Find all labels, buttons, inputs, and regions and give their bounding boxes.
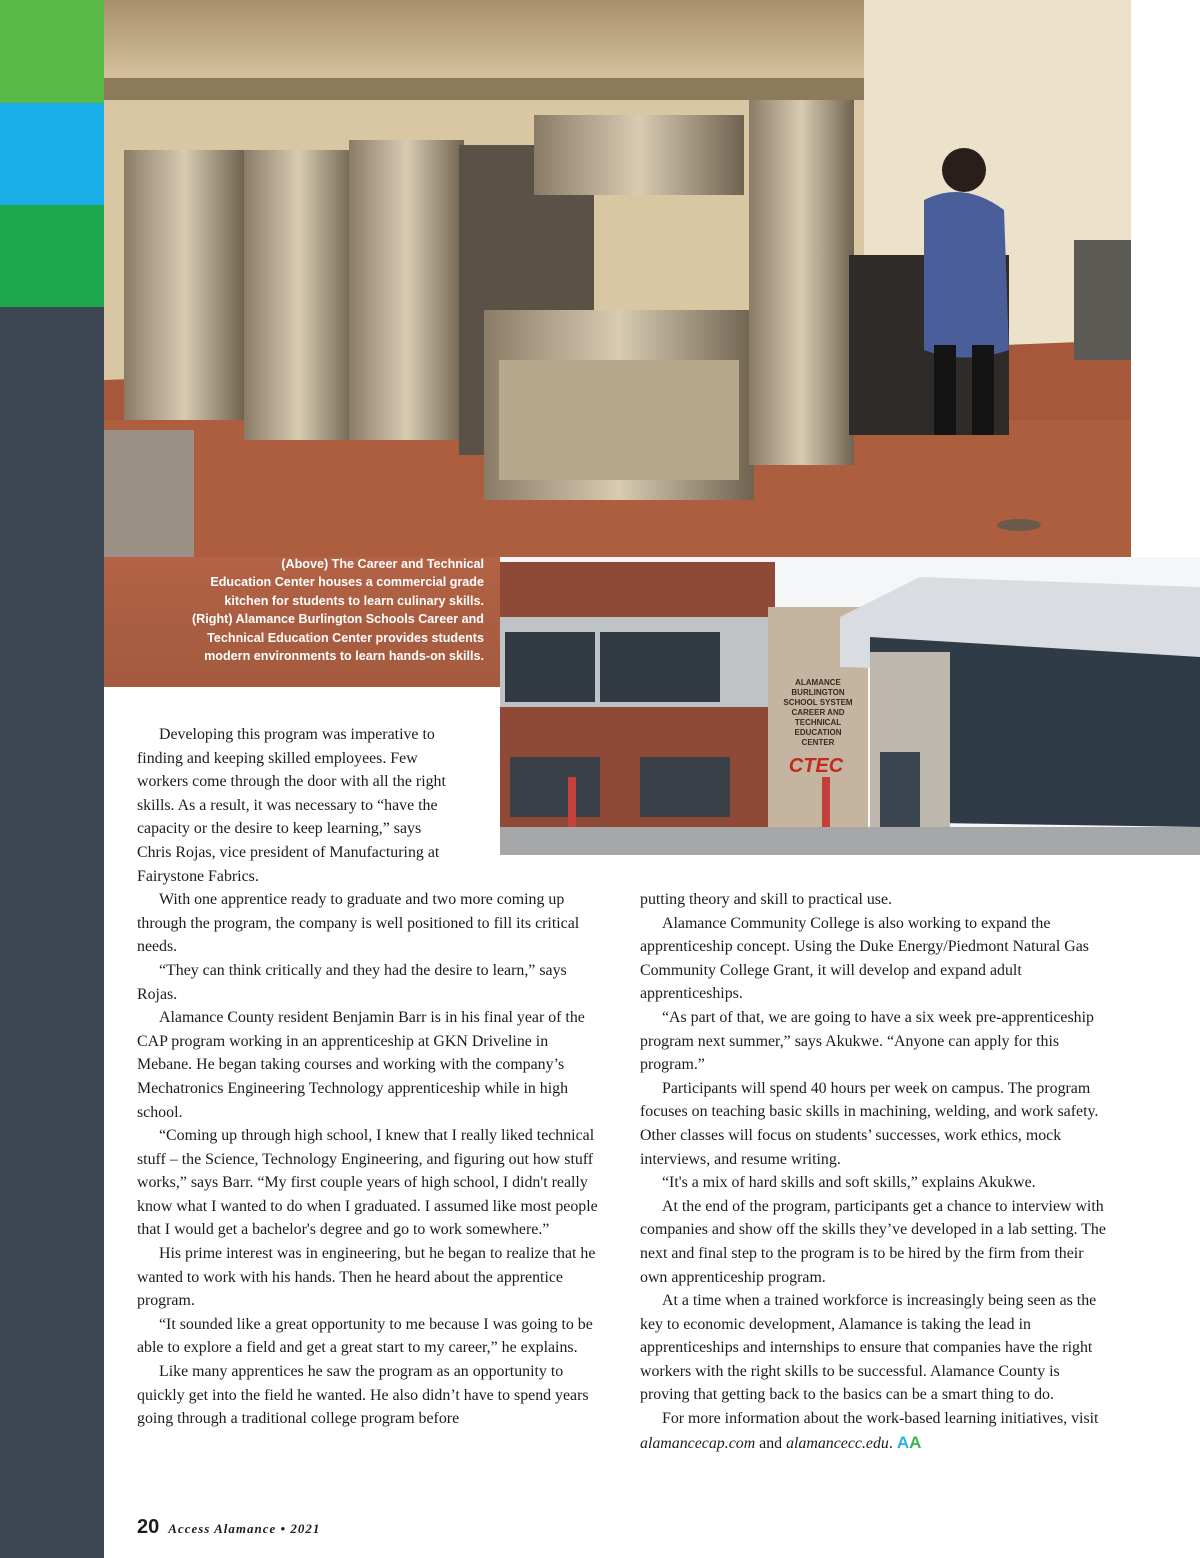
building-photo: [500, 557, 1200, 855]
article-paragraph: Like many apprentices he saw the program as an opportunity to quickly get into the field he wanted. He also didn’t have to spend years going through a traditional college program before: [137, 1363, 589, 1428]
article-paragraph: “It's a mix of hard skills and soft skills,” explains Akukwe.: [662, 1174, 1036, 1192]
article-paragraph: With one apprentice ready to graduate and two more coming up through the program, the company is well positioned to fill its critical needs.: [137, 891, 580, 956]
article-paragraph: At the end of the program, participants get a chance to interview with companies and show off the skills they’ve developed in a lab setting. The next and final step to the program is to be hired by the firm from their own apprenticeship program.: [640, 1197, 1106, 1286]
sign-line: ALAMANCE: [795, 678, 841, 687]
closing-lead-text: For more information about the work-based learning initiatives, visit: [662, 1410, 1099, 1428]
closing-and-text: and: [755, 1434, 787, 1452]
sign-line: CENTER: [801, 738, 835, 747]
article-paragraph: At a time when a trained workforce is increasingly being seen as the key to economic development, Alamance is taking the lead in apprenticeships and internships to ensure that companies have the right workers with the right skills to be successful. Alamance County is proving that getting back to the basics can be a smart thing to do.: [640, 1292, 1097, 1404]
link-alamancecc[interactable]: alamancecc.edu: [786, 1434, 889, 1452]
caption-line: kitchen for students to learn culinary skills.: [224, 593, 484, 608]
sign-line: CAREER AND: [791, 708, 845, 717]
sign-line: BURLINGTON: [791, 688, 845, 697]
article-paragraph: putting theory and skill to practical use.: [640, 891, 892, 908]
page-footer: [137, 1516, 320, 1539]
access-alamance-logo-icon: AA: [896, 1432, 922, 1452]
kitchen-photo: [104, 0, 1131, 557]
article-paragraph: “Coming up through high school, I knew that I really liked technical stuff – the Science, Technology Engineering, and figuring out how stuff works,” says Barr. “My first couple years of high school, I didn't really know what I wanted to do when I graduated. I assumed like most people that I would get a bachelor's degree and go to work somewhere.”: [137, 1127, 598, 1239]
caption-line: Education Center houses a commercial grade: [210, 575, 484, 590]
caption-line: (Right) Alamance Burlington Schools Career and: [191, 612, 484, 627]
link-alamancecap[interactable]: alamancecap.com: [640, 1434, 756, 1452]
caption-line: Technical Education Center provides students: [207, 630, 484, 645]
article-column-left: [137, 723, 603, 1431]
caption-line: modern environments to learn hands-on skills.: [204, 649, 484, 664]
article-column-right: [640, 888, 1110, 1455]
article-paragraph: Participants will spend 40 hours per week on campus. The program focuses on teaching basic skills in machining, welding, and work safety. Other classes will focus on students’ successes, work ethics, mock interviews, and resume writing.: [640, 1079, 1099, 1168]
publication-name: Access Alamance • 2021: [168, 1521, 321, 1536]
stripe-cyan: [0, 103, 104, 205]
photo-caption: [114, 555, 484, 665]
sign-acronym: CTEC: [788, 755, 844, 777]
stripe-green-light: [0, 0, 104, 103]
sign-line: SCHOOL SYSTEM: [783, 698, 853, 707]
closing-end-text: .: [888, 1434, 893, 1452]
stripe-slate: [0, 307, 104, 1558]
article-paragraph: Alamance Community College is also working to expand the apprenticeship concept. Using the Duke Energy/Piedmont Natural Gas Community College Grant, it will develop and expand adult apprenticeships.: [640, 914, 1089, 1003]
page-number: 20: [137, 1516, 160, 1538]
sign-line: EDUCATION: [794, 728, 842, 737]
article-paragraph: Alamance County resident Benjamin Barr is in his final year of the CAP program working in an apprenticeship at GKN Driveline in Mebane. He began taking courses and working with the company’s Mechatronics Engineering Technology apprenticeship while in high school.: [137, 1009, 585, 1121]
article-paragraph: “As part of that, we are going to have a six week pre-apprenticeship program next summer,” says Akukwe. “Anyone can apply for this program.”: [640, 1008, 1094, 1074]
article-paragraph: His prime interest was in engineering, but he began to realize that he wanted to work with his hands. Then he heard about the apprentice program.: [137, 1245, 596, 1310]
article-closing-paragraph: [640, 1407, 1110, 1455]
caption-line: (Above) The Career and Technical: [281, 557, 484, 571]
sign-line: TECHNICAL: [794, 718, 842, 727]
article-paragraph: “It sounded like a great opportunity to me because I was going to be able to explore a field and get a great start to my career,” he explains.: [137, 1315, 593, 1357]
article-paragraph: “They can think critically and they had the desire to learn,” says Rojas.: [137, 961, 567, 1003]
article-paragraph: Developing this program was imperative to finding and keeping skilled employees. Few workers come through the door with all the right skills. As a result, it was necessary to “have the capacity or the desire to keep learning,” says Chris Rojas, vice president of Manufacturing at Fairystone Fabrics.: [137, 726, 446, 885]
stripe-green: [0, 205, 104, 307]
